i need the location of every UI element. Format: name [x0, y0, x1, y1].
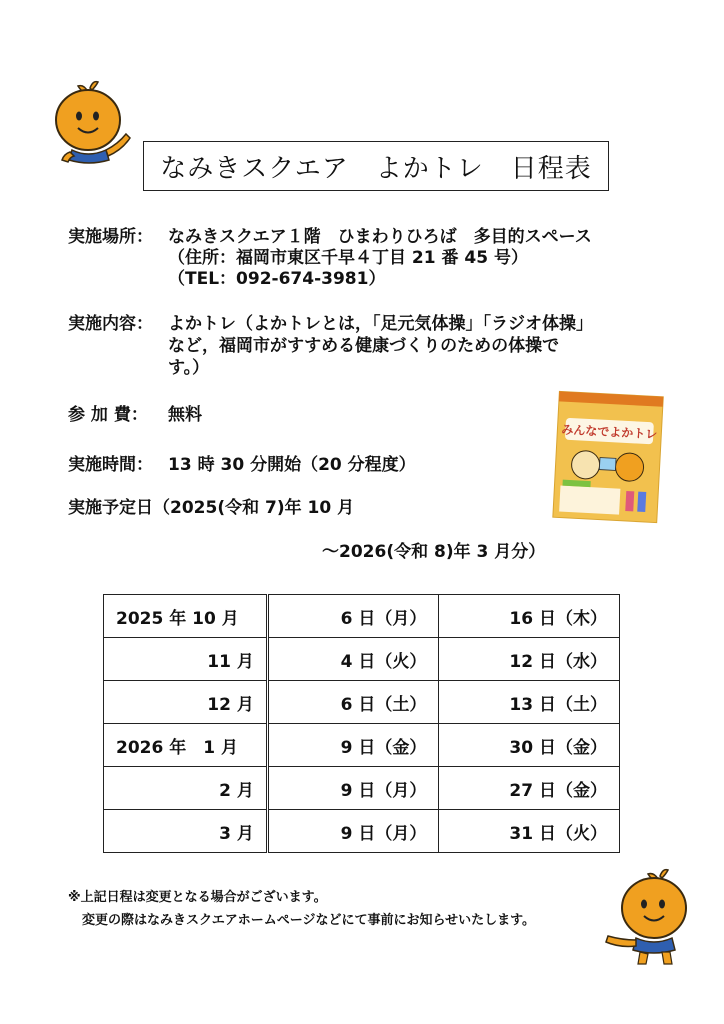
month-cell: 11 月 — [104, 638, 268, 681]
month-cell: 2025 年 10 月 — [104, 595, 268, 638]
date2-cell: 30 日（金） — [439, 724, 620, 767]
period-label: 実施予定日（2025(令和 7)年 10 月 — [68, 498, 355, 518]
booklet-title: みんなでよかトレ — [561, 422, 658, 442]
schedule-table — [103, 594, 620, 853]
content-line3: す。） — [168, 358, 210, 378]
booklet-icon — [552, 392, 664, 524]
content-line2: など，福岡市がすすめる健康づくりのための体操で — [168, 336, 560, 356]
date1-cell: 6 日（土） — [267, 681, 439, 724]
mascot-icon — [604, 866, 688, 966]
mascot-top-left — [52, 78, 132, 168]
table-row — [104, 638, 620, 681]
table-row — [104, 595, 620, 638]
date2-cell: 16 日（木） — [439, 595, 620, 638]
month-cell: 3 月 — [104, 810, 268, 853]
month-cell: 12 月 — [104, 681, 268, 724]
date1-cell: 9 日（月） — [267, 810, 439, 853]
date2-cell: 12 日（水） — [439, 638, 620, 681]
time-value: 13 時 30 分開始（20 分程度） — [168, 455, 416, 475]
time-label: 実施時間： — [68, 455, 153, 475]
table-row — [104, 767, 620, 810]
note-line1: ※上記日程は変更となる場合がございます。 — [68, 890, 327, 905]
table-row — [104, 724, 620, 767]
month-cell: 2026 年 1 月 — [104, 724, 268, 767]
date2-cell: 27 日（金） — [439, 767, 620, 810]
month-cell: 2 月 — [104, 767, 268, 810]
date1-cell: 9 日（月） — [267, 767, 439, 810]
fee-label: 参 加 費： — [68, 405, 148, 425]
table-row — [104, 810, 620, 853]
mascot-bottom-right — [604, 866, 688, 966]
date2-cell: 31 日（火） — [439, 810, 620, 853]
table-row — [104, 681, 620, 724]
date1-cell: 6 日（月） — [267, 595, 439, 638]
date2-cell: 13 日（土） — [439, 681, 620, 724]
period-end: ～2026(令和 8)年 3 月分） — [322, 542, 546, 562]
mascot-icon — [52, 78, 132, 170]
page-title: なみきスクエア よかトレ 日程表 — [143, 141, 609, 191]
venue-label: 実施場所： — [68, 227, 153, 247]
booklet-image — [552, 392, 664, 524]
content-label: 実施内容： — [68, 314, 153, 334]
note-line2: 変更の際はなみきスクエアホームページなどにて事前にお知らせいたします。 — [82, 913, 536, 928]
date1-cell: 4 日（火） — [267, 638, 439, 681]
venue-line2: （住所：福岡市東区千早４丁目 21 番 45 号） — [168, 248, 528, 268]
venue-line1: なみきスクエア１階 ひまわりひろば 多目的スペース — [168, 227, 592, 247]
content-line1: よかトレ（よかトレとは，「足元気体操」「ラジオ体操」 — [168, 314, 593, 334]
date1-cell: 9 日（金） — [267, 724, 439, 767]
fee-value: 無料 — [168, 405, 202, 425]
venue-line3: （TEL：092-674-3981） — [168, 269, 386, 289]
